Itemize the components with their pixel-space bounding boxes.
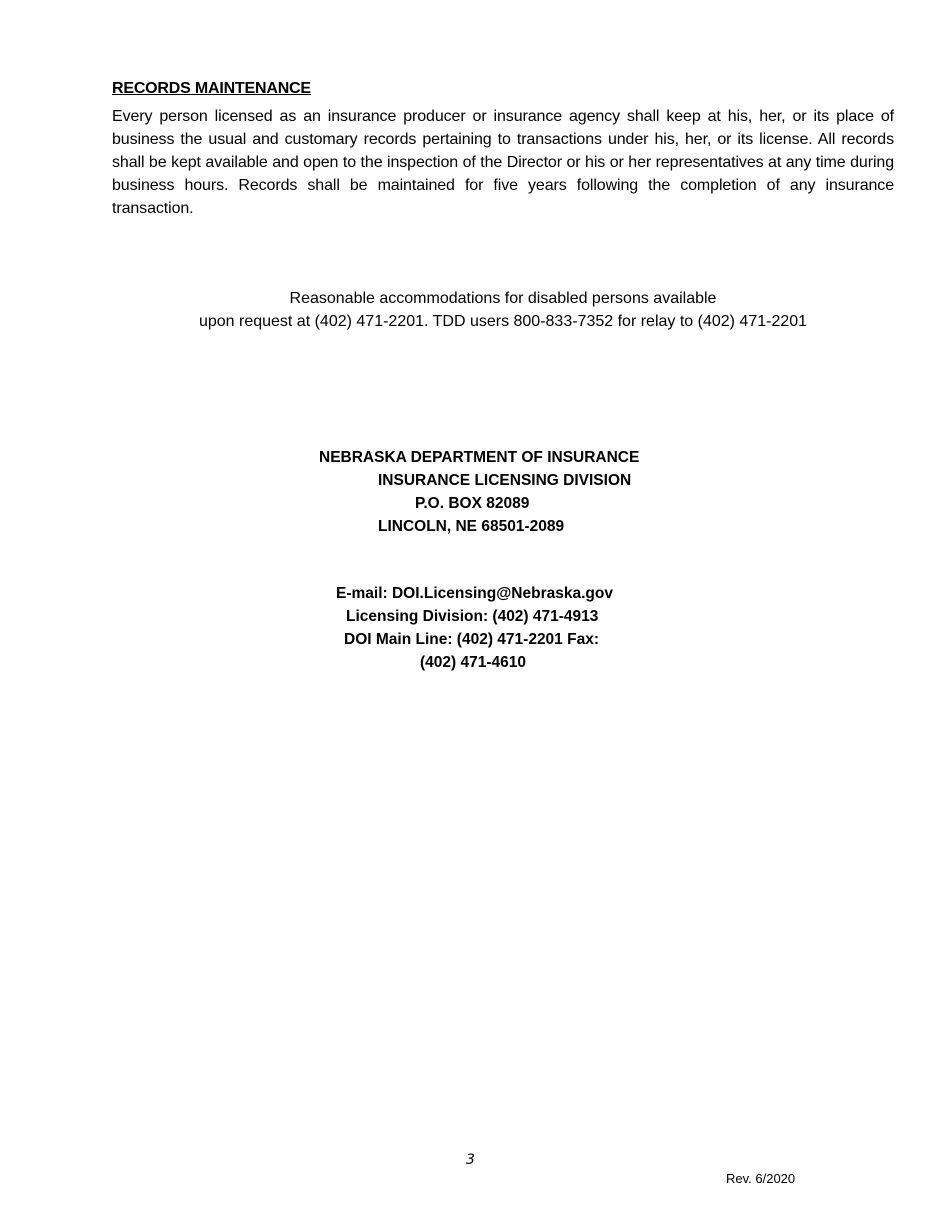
main-line-phone: DOI Main Line: (402) 471-2201 Fax: xyxy=(344,631,599,648)
city-state-zip: LINCOLN, NE 68501-2089 xyxy=(378,518,565,535)
page-number: 3 xyxy=(466,1152,475,1168)
records-maintenance-heading: RECORDS MAINTENANCE xyxy=(112,80,311,97)
revision-date: Rev. 6/2020 xyxy=(726,1171,796,1186)
accommodations-notice xyxy=(100,287,906,333)
records-maintenance-paragraph: Every person licensed as an insurance producer or insurance agency shall keep at his, her, or its place of business the usual and customary records pertaining to transactions under his, her, or its license. All records shall be kept available and open to the inspection of the Director or his or her representatives at any time during business hours. Records shall be maintained for five years following the completion of any insurance transaction. xyxy=(112,108,894,217)
licensing-division-phone: Licensing Division: (402) 471-4913 xyxy=(346,608,599,625)
division-name: INSURANCE LICENSING DIVISION xyxy=(378,472,632,489)
accommodations-line-1: Reasonable accommodations for disabled persons available xyxy=(289,290,717,307)
department-name: NEBRASKA DEPARTMENT OF INSURANCE xyxy=(319,449,640,466)
accommodations-line-2: upon request at (402) 471-2201. TDD users 800-833-7352 for relay to (402) 471-2201 xyxy=(198,313,808,330)
email-address[interactable]: E-mail: DOI.Licensing@Nebraska.gov xyxy=(336,585,613,602)
fax-number: (402) 471-4610 xyxy=(420,654,526,671)
po-box: P.O. BOX 82089 xyxy=(415,495,530,512)
